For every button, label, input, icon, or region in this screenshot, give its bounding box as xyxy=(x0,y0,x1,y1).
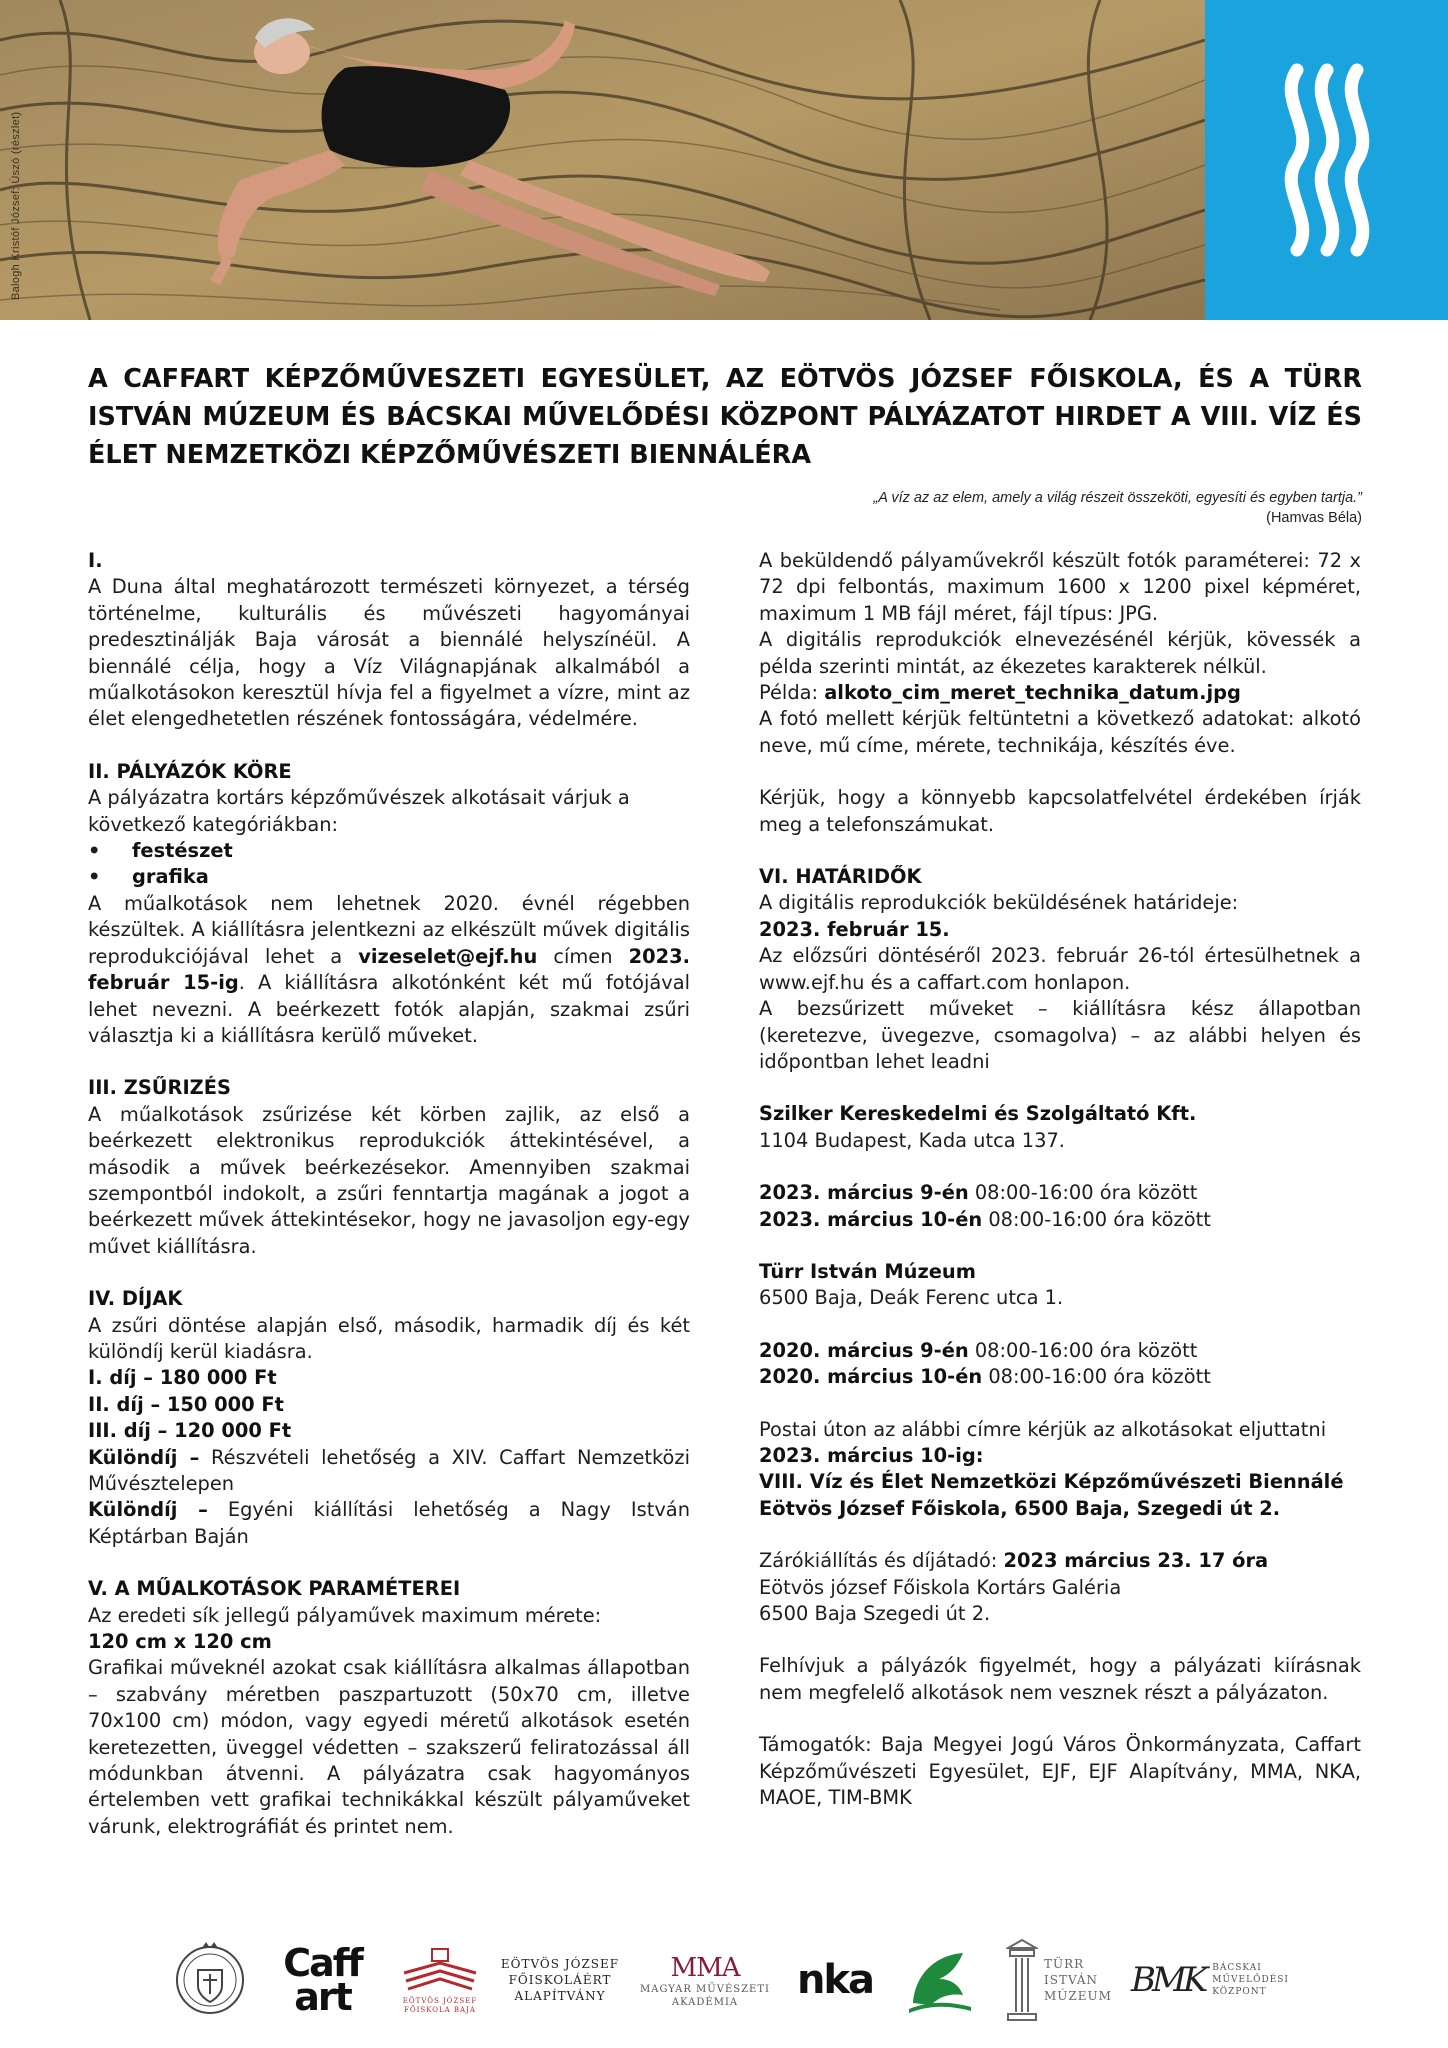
nka-logo xyxy=(790,1945,880,2015)
caffart-logo-top: Caff xyxy=(283,1941,362,1985)
ejf-foundation-text: EÖTVÖS JÓZSEF FŐISKOLÁÉRT ALAPÍTVÁNY xyxy=(500,1957,620,2003)
page-title: A CAFFART KÉPZŐMŰVESZETI EGYESÜLET, AZ EÖTVÖS JÓZSEF FŐISKOLA, ÉS A TÜRR ISTVÁN MÚZEUM ÉS BÁCSKAI MŰVELŐDÉSI KÖZPONT PÁLYÁZATOT HIRDET A VIII. VÍZ ÉS ÉLET NEMZETKÖZI KÉPZŐMŰVÉSZETI BIENNÁLÉRA xyxy=(88,364,1362,470)
max-size: 120 cm x 120 cm xyxy=(88,1630,272,1654)
postal-address-1: VIII. Víz és Élet Nemzetközi Képzőművészeti Biennálé xyxy=(759,1470,1344,1494)
venue-2-slot: 2020. március 10-én 08:00-16:00 óra között xyxy=(759,1365,1211,1389)
maoe-leaf-icon xyxy=(905,1945,975,2015)
bullet-icon: • xyxy=(88,839,101,863)
postal-address-2: Eötvös József Főiskola, 6500 Baja, Szegedi út 2. xyxy=(759,1496,1281,1520)
section-5-body: Grafikai műveknél azokat csak kiállításra alkalmas állapotban – szabvány méretben paszpartuzott (50x70 cm, illetve 70x100 cm) módon, vagy egyedi méretű alkotások esetén keretezetten, üveggel védetten – szakszerű feliratozással áll módunkban átvenni. A pályázatra csak hagyományos értelemben vett grafikai technikákkal készült pályaműveket várunk, elektrográfiát és printet nem. xyxy=(88,1656,690,1838)
section-1-body: A Duna által meghatározott természeti környezet, a térség történelme, kulturális és művészeti hagyományai predesztinálják Baja városát a biennálé helyszínéül. A biennálé célja, hogy a Víz Világnapjának alkalmából a műalkotásokon keresztül hívja fel a figyelmet a vízre, mint az élet elengedhetetlen részének fontosságára, védelmére. xyxy=(88,575,690,731)
deadline-intro: A digitális reprodukciók beküldésének határideje: xyxy=(759,891,1239,915)
eligibility-note: Felhívjuk a pályázók figyelmét, hogy a pályázati kiírásnak nem megfelelő alkotások nem vesznek részt a pályázaton. xyxy=(759,1654,1361,1704)
section-1-heading: I. xyxy=(88,549,103,572)
section-6-heading: VI. HATÁRIDŐK xyxy=(759,865,922,889)
right-column xyxy=(759,548,1361,1811)
naming-rule: A digitális reprodukciók elnevezésénél kérjük, kövessék a példa szerinti mintát, az ékezetes karakterek nélkül. xyxy=(759,628,1361,678)
venue-1-slot: 2023. március 10-én 08:00-16:00 óra között xyxy=(759,1207,1211,1231)
mma-caption: MAGYAR MŰVÉSZETI AKADÉMIA xyxy=(640,1983,770,2008)
section-3-heading: III. ZSŰRIZÉS xyxy=(88,1076,231,1100)
section-4-intro: A zsűri döntése alapján első, második, harmadik díj és két különdíj kerül kiadásra. xyxy=(88,1313,690,1363)
prize-3: III. díj – 120 000 Ft xyxy=(88,1419,292,1443)
category-label: festészet xyxy=(132,839,233,863)
sponsors: Támogatók: Baja Megyei Jogú Város Önkormányzata, Caffart Képzőművészeti Egyesület, EJF, EJF Alapítvány, MMA, NKA, MAOE, TIM-BMK xyxy=(759,1733,1361,1810)
ejf-logo xyxy=(395,1938,485,2023)
section-2-intro: A pályázatra kortárs képzőművészek alkotásait várjuk a következő kategóriákban: xyxy=(88,786,630,836)
image-credit: Balogh Kristóf József: Úszó (részlet) xyxy=(10,111,22,300)
section-5-intro: Az eredeti sík jellegű pályaművek maximum mérete: xyxy=(88,1603,602,1627)
maoe-logo xyxy=(900,1942,980,2018)
water-logo-panel xyxy=(1205,0,1448,320)
mma-mark: MMA xyxy=(670,1952,740,1983)
header-artwork xyxy=(0,0,1448,320)
venue-2-address: 6500 Baja, Deák Ferenc utca 1. xyxy=(759,1286,1064,1310)
marbled-painting xyxy=(0,0,1205,320)
turr-museum-logo xyxy=(1000,1935,1120,2025)
postal-intro: Postai úton az alábbi címre kérjük az alkotásokat eljuttatni 2023. március 10-ig: xyxy=(759,1417,1327,1467)
mma-logo xyxy=(640,1938,770,2023)
prejury-notice: Az előzsűri döntéséről 2023. február 26-tól értesülhetnek a www.ejf.hu és a caffart.com honlapon. xyxy=(759,944,1361,994)
section-5-heading: V. A MŰALKOTÁSOK PARAMÉTEREI xyxy=(88,1577,461,1601)
phone-request: Kérjük, hogy a könnyebb kapcsolatfelvétel érdekében írják meg a telefonszámukat. xyxy=(759,786,1361,836)
caffart-logo xyxy=(275,1940,370,2020)
prize-1: I. díj – 180 000 Ft xyxy=(88,1366,277,1390)
bmk-caption: BÁCSKAI MŰVELŐDÉSI KÖZPONT xyxy=(1212,1963,1289,1997)
special-prize-1: Különdíj – Részvételi lehetőség a XIV. Caffart Nemzetközi Művésztelepen xyxy=(88,1445,690,1495)
category-label: grafika xyxy=(132,865,209,889)
email-link[interactable]: vizeselet@ejf.hu xyxy=(358,944,538,968)
section-4-heading: IV. DÍJAK xyxy=(88,1287,183,1311)
deadline-date: 2023. február 15. xyxy=(759,917,950,941)
motto-text: „A víz az az elem, amely a világ részeit összeköti, egyesíti és egyben tartja.” xyxy=(873,490,1362,506)
venue-1-slot: 2023. március 9-én 08:00-16:00 óra között xyxy=(759,1181,1198,1205)
water-waves-icon xyxy=(1205,0,1448,320)
naming-example: Példa: alkoto_cim_meret_technika_datum.jpg xyxy=(759,681,1241,705)
closing-address: 6500 Baja Szegedi út 2. xyxy=(759,1602,991,1625)
special-prize-2: Különdíj – Egyéni kiállítási lehetőség a Nagy István Képtárban Baján xyxy=(88,1498,690,1548)
motto-author: (Hamvas Béla) xyxy=(1266,510,1362,526)
bmk-mark: BMK xyxy=(1131,1960,1205,2000)
venue-1-name: Szilker Kereskedelmi és Szolgáltató Kft. xyxy=(759,1102,1197,1126)
ejf-caption: EÖTVÖS JÓZSEF FŐISKOLA BAJA xyxy=(402,1996,478,2014)
caffart-logo-bottom: art xyxy=(294,1975,351,2019)
category-item xyxy=(88,864,690,890)
motto xyxy=(873,488,1362,528)
venue-1-address: 1104 Budapest, Kada utca 137. xyxy=(759,1128,1065,1152)
turr-caption: TÜRR ISTVÁN MÚZEUM xyxy=(1044,1957,1112,2003)
museum-column-icon xyxy=(1006,1938,1038,2022)
section-3-body: A műalkotások zsűrizése két körben zajlik, az első a beérkezett elektronikus reprodukciók áttekintésével, a második a művek beérkezésekor. Amennyiben szakmai szempontból indokolt, a zsűri fenntartja magának a jogot a beérkezett művek áttekintésekor, hogy ne javasoljon egy-egy művet kiállításra. xyxy=(88,1102,690,1258)
crest-icon xyxy=(174,1934,246,2026)
ejf-book-icon xyxy=(400,1947,480,1997)
ejf-foundation-logo xyxy=(500,1945,620,2015)
left-column xyxy=(88,548,690,1840)
required-data: A fotó mellett kérjük feltüntetni a következő adatokat: alkotó neve, mű címe, mérete, technikája, készítés éve. xyxy=(759,707,1361,757)
delivery-intro: A bezsűrizett műveket – kiállításra kész állapotban (keretezve, üvegezve, csomagolva) – az alábbi helyen és időpontban lehet leadni xyxy=(759,997,1361,1073)
section-2-heading: II. PÁLYÁZÓK KÖRE xyxy=(88,759,292,783)
sponsor-logos xyxy=(160,1930,1320,2030)
baja-crest-logo xyxy=(170,1930,250,2030)
photo-params: A beküldendő pályaművekről készült fotók paraméterei: 72 x 72 dpi felbontás, maximum 1600 x 1200 pixel képméret, maximum 1 MB fájl méret, fájl típus: JPG. xyxy=(759,549,1361,625)
venue-2-slot: 2020. március 9-én 08:00-16:00 óra között xyxy=(759,1338,1198,1362)
prize-2: II. díj – 150 000 Ft xyxy=(88,1392,284,1416)
closing-event: Zárókiállítás és díjátadó: 2023 március 23. 17 óra xyxy=(759,1549,1269,1573)
bmk-logo xyxy=(1131,1940,1289,2020)
category-item xyxy=(88,838,690,864)
section-2-body: A műalkotások nem lehetnek 2020. évnél régebben készültek. A kiállításra jelentkezni az elkészült művek digitális reprodukciójával lehet a vizeselet@ejf.hu címen 2023. február 15-ig. A kiállításra alkotónként két mű fotójával lehet nevezni. A beérkezett fotók alapján, szakmai zsűri választja ki a kiállításra kerülő műveket. xyxy=(88,891,690,1047)
bullet-icon: • xyxy=(88,865,101,889)
venue-2-name: Türr István Múzeum xyxy=(759,1259,976,1283)
nka-wordmark: nka xyxy=(796,1957,874,2003)
closing-place: Eötvös józsef Főiskola Kortárs Galéria xyxy=(759,1575,1122,1599)
entry-deadline: 2023. február 15-ig xyxy=(88,944,690,995)
